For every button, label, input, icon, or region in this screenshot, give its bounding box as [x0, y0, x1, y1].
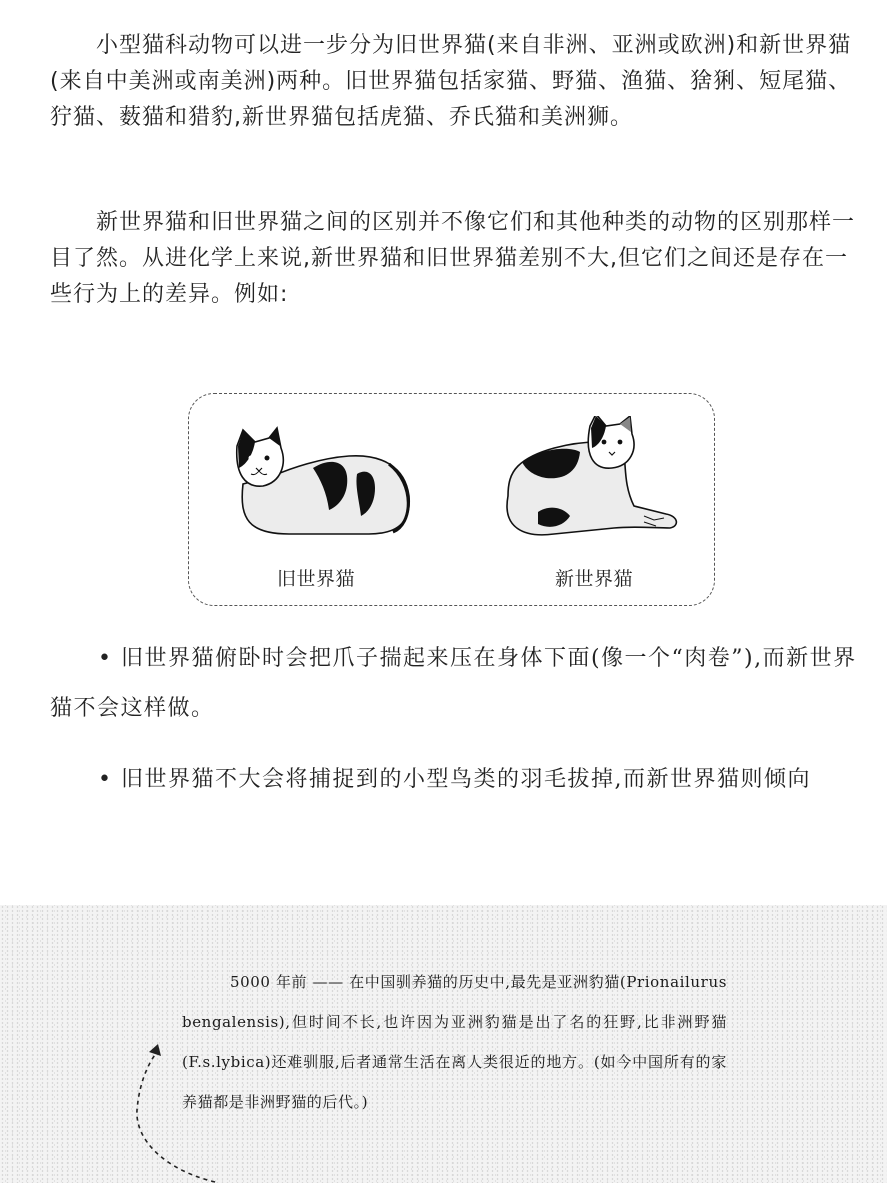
bullet-item-paws: • 旧世界猫俯卧时会把爪子揣起来压在身体下面(像一个“肉卷”),而新世界猫不会这样做。	[50, 646, 857, 721]
old-world-cat-caption: 旧世界猫	[277, 568, 356, 590]
cat-comparison-figure	[188, 393, 715, 606]
history-note: 5000 年前 —— 在中国驯养猫的历史中,最先是亚洲豹猫(Prionailurus bengalensis),但时间不长,也许因为亚洲豹猫是出了名的狂野,比非洲野猫(F.s.lybica)还难驯服,后者通常生活在离人类很近的地方。(如今中国所有的家养猫都是非洲野猫的后代。)	[182, 973, 727, 1111]
bullet-item-feathers: • 旧世界猫不大会将捕捉到的小型鸟类的羽毛拔掉,而新世界猫则倾向	[98, 767, 811, 792]
new-world-cat-caption: 新世界猫	[555, 568, 634, 590]
old-world-cat-illustration	[229, 424, 419, 539]
new-world-cat-illustration	[494, 416, 684, 541]
paragraph-differences: 新世界猫和旧世界猫之间的区别并不像它们和其他种类的动物的区别那样一目了然。从进化学上来说,新世界猫和旧世界猫差别不大,但它们之间还是存在一些行为上的差异。例如:	[50, 210, 856, 307]
dashed-arrow-icon	[125, 1040, 245, 1183]
paragraph-cat-categories: 小型猫科动物可以进一步分为旧世界猫(来自非洲、亚洲或欧洲)和新世界猫(来自中美洲或南美洲)两种。旧世界猫包括家猫、野猫、渔猫、猞猁、短尾猫、狞猫、薮猫和猎豹,新世界猫包括虎猫、乔氏猫和美洲狮。	[50, 33, 852, 130]
